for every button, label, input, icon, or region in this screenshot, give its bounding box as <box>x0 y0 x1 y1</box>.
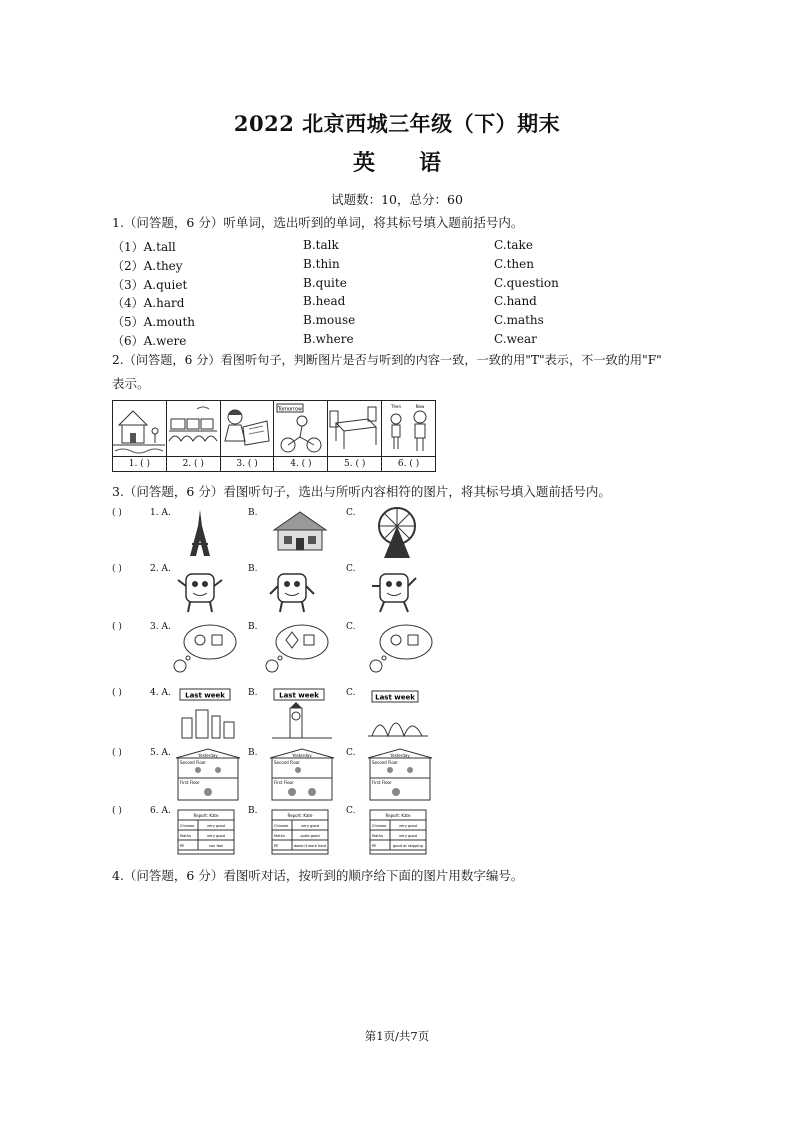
q3-answer-bracket-5: ( ) <box>112 748 122 758</box>
q2-answer-1: 1. ( ) <box>113 456 166 471</box>
q1-row-num: （1） <box>112 240 144 254</box>
q1-option-a: A.were <box>143 334 187 348</box>
q2-answer-2: 2. ( ) <box>167 456 220 471</box>
monster-b-image <box>268 566 316 614</box>
exam-meta: 试题数：10，总分：60 <box>331 192 463 207</box>
q3-item-5-num: 5. A. <box>150 748 171 758</box>
yesterday-label: Yesterday <box>292 753 312 758</box>
q1-option-a: A.mouth <box>143 315 196 329</box>
report-grade: quite good <box>300 834 320 838</box>
report-subject: Maths <box>274 834 285 838</box>
report-subject: Chinese <box>372 824 387 828</box>
q3-item-5-b: B. <box>248 748 258 758</box>
q2-answer-6: 6. ( ) <box>382 456 435 471</box>
q3-item-1-c: C. <box>346 508 356 518</box>
q1-row-num: （4） <box>112 296 144 310</box>
house-image <box>268 508 332 558</box>
report-c-image <box>366 808 430 858</box>
first-floor-label: First Floor <box>372 780 392 785</box>
house-scene-image <box>113 401 165 455</box>
q3-item-3-c: C. <box>346 622 356 632</box>
q2-pic-cell <box>221 401 275 471</box>
report-subject: Chinese <box>180 824 195 828</box>
page-number: 第1页/共7页 <box>364 1029 430 1043</box>
report-title: Report: Kate <box>193 813 219 818</box>
report-subject: PE <box>372 844 377 848</box>
yesterday-label: Yesterday <box>198 753 218 758</box>
last-week-opera-house-image <box>366 688 430 740</box>
report-subject: Maths <box>180 834 191 838</box>
q1-row-num: （3） <box>112 278 144 292</box>
q1-option-a: A.tall <box>143 240 176 254</box>
q1-option-c: C.take <box>494 238 533 252</box>
q2-pic-cell <box>274 401 328 471</box>
subject-title <box>0 146 794 177</box>
q3-answer-bracket-2: ( ) <box>112 564 122 574</box>
q1-option-c: C.question <box>494 276 559 290</box>
report-grade: very good <box>300 824 320 828</box>
q2-stem-line2: 表示。 <box>112 376 150 391</box>
monster-c-image <box>370 566 418 614</box>
subject-char-2: 语 <box>419 150 442 176</box>
tomorrow-label: Tomorrow <box>278 406 303 413</box>
q3-item-4-c: C. <box>346 688 356 698</box>
thought-bubble-c-image <box>366 622 434 674</box>
report-grade: very good <box>206 824 226 828</box>
q1-option-b: B.where <box>303 332 354 346</box>
second-floor-label: Second Floor <box>274 760 300 765</box>
q1-option-b: B.mouse <box>303 313 356 327</box>
q1-option-b: B.head <box>303 294 346 308</box>
q3-item-6-num: 6. A. <box>150 806 171 816</box>
q2-pic-cell <box>382 401 435 471</box>
q1-row-num: （2） <box>112 259 144 273</box>
report-b-image <box>268 808 332 858</box>
q3-item-1-b: B. <box>248 508 258 518</box>
report-grade: doesn't work hard <box>293 844 327 848</box>
second-floor-label: Second Floor <box>180 760 206 765</box>
q2-answer-4: 4. ( ) <box>274 456 327 471</box>
floors-b-image <box>268 748 336 802</box>
q2-stem-line1: 2.（问答题，6 分）看图听句子，判断图片是否与听到的内容一致，一致的用"T"表示，不一致的用"F" <box>112 353 662 367</box>
report-grade: can feel <box>208 844 224 848</box>
q2-answer-3: 3. ( ) <box>221 456 274 471</box>
q4-stem: 4.（问答题，6 分）看图听对话，按听到的顺序给下面的图片用数字编号。 <box>112 868 524 883</box>
girl-writing-image <box>221 401 273 455</box>
q3-item-3-b: B. <box>248 622 258 632</box>
q3-item-4-num: 4. A. <box>150 688 171 698</box>
q2-answer-5: 5. ( ) <box>328 456 381 471</box>
q1-option-a: A.they <box>143 259 183 273</box>
q1-stem: 1.（问答题，6 分）听单词，选出听到的单词，将其标号填入题前括号内。 <box>112 215 524 230</box>
subject-char-1: 英 <box>352 150 375 176</box>
q2-pic-cell <box>328 401 382 471</box>
q3-item-2-c: C. <box>346 564 356 574</box>
q1-row-num: （5） <box>112 315 144 329</box>
q3-item-2-b: B. <box>248 564 258 574</box>
report-grade: very good <box>398 834 418 838</box>
floors-c-image <box>366 748 434 802</box>
q3-item-2-num: 2. A. <box>150 564 171 574</box>
q1-option-c: C.hand <box>494 294 537 308</box>
q3-item-4-b: B. <box>248 688 258 698</box>
first-floor-label: First Floor <box>180 780 200 785</box>
q3-answer-bracket-6: ( ) <box>112 806 122 816</box>
last-week-label: Last week <box>279 691 319 700</box>
q1-option-c: C.maths <box>494 313 544 327</box>
thought-bubble-a-image <box>170 622 238 674</box>
report-subject: PE <box>180 844 185 848</box>
q2-pic-cell <box>113 401 167 471</box>
report-a-image <box>174 808 238 858</box>
q2-picture-strip <box>112 400 436 472</box>
report-title: Report: Kate <box>287 813 313 818</box>
q1-option-c: C.then <box>494 257 534 271</box>
page-title: 2022 北京西城三年级（下）期末 <box>233 111 561 136</box>
now-label: Now <box>415 404 425 409</box>
q3-stem: 3.（问答题，6 分）看图听句子，选出与所听内容相符的图片，将其标号填入题前括号内。 <box>112 484 611 499</box>
last-week-label: Last week <box>185 691 225 700</box>
monster-a-image <box>176 566 224 614</box>
table-chairs-image <box>328 401 380 455</box>
q3-item-3-num: 3. A. <box>150 622 171 632</box>
report-grade: good at skipping <box>393 844 423 848</box>
train-bridge-image <box>167 401 219 455</box>
q3-item-6-c: C. <box>346 806 356 816</box>
q1-option-c: C.wear <box>494 332 537 346</box>
q3-item-6-b: B. <box>248 806 258 816</box>
report-grade: very good <box>398 824 418 828</box>
q3-item-5-c: C. <box>346 748 356 758</box>
q3-answer-bracket-1: ( ) <box>112 508 122 518</box>
ferris-wheel-image <box>372 504 422 560</box>
report-grade: very good <box>206 834 226 838</box>
then-now-boys-image <box>382 401 434 455</box>
second-floor-label: Second Floor <box>372 760 398 765</box>
q3-answer-bracket-3: ( ) <box>112 622 122 632</box>
yesterday-label: Yesterday <box>390 753 410 758</box>
q2-pic-cell <box>167 401 221 471</box>
q1-option-a: A.quiet <box>143 278 188 292</box>
last-week-label: Last week <box>375 693 415 702</box>
q3-answer-bracket-4: ( ) <box>112 688 122 698</box>
q1-option-b: B.talk <box>303 238 339 252</box>
report-subject: Maths <box>372 834 383 838</box>
q1-row-num: （6） <box>112 334 144 348</box>
report-title: Report: Kate <box>385 813 411 818</box>
q3-item-1-num: 1. A. <box>150 508 171 518</box>
last-week-city-image <box>176 688 240 740</box>
q1-option-b: B.thin <box>303 257 340 271</box>
report-subject: Chinese <box>274 824 289 828</box>
then-label: Then <box>391 404 402 409</box>
last-week-clocktower-image <box>270 688 334 740</box>
q1-option-a: A.hard <box>143 296 185 310</box>
boy-bike-image <box>274 401 326 455</box>
eiffel-tower-image <box>180 508 220 558</box>
q1-option-b: B.quite <box>303 276 347 290</box>
floors-a-image <box>174 748 242 802</box>
first-floor-label: First Floor <box>274 780 294 785</box>
thought-bubble-b-image <box>262 622 330 674</box>
report-subject: PE <box>274 844 279 848</box>
